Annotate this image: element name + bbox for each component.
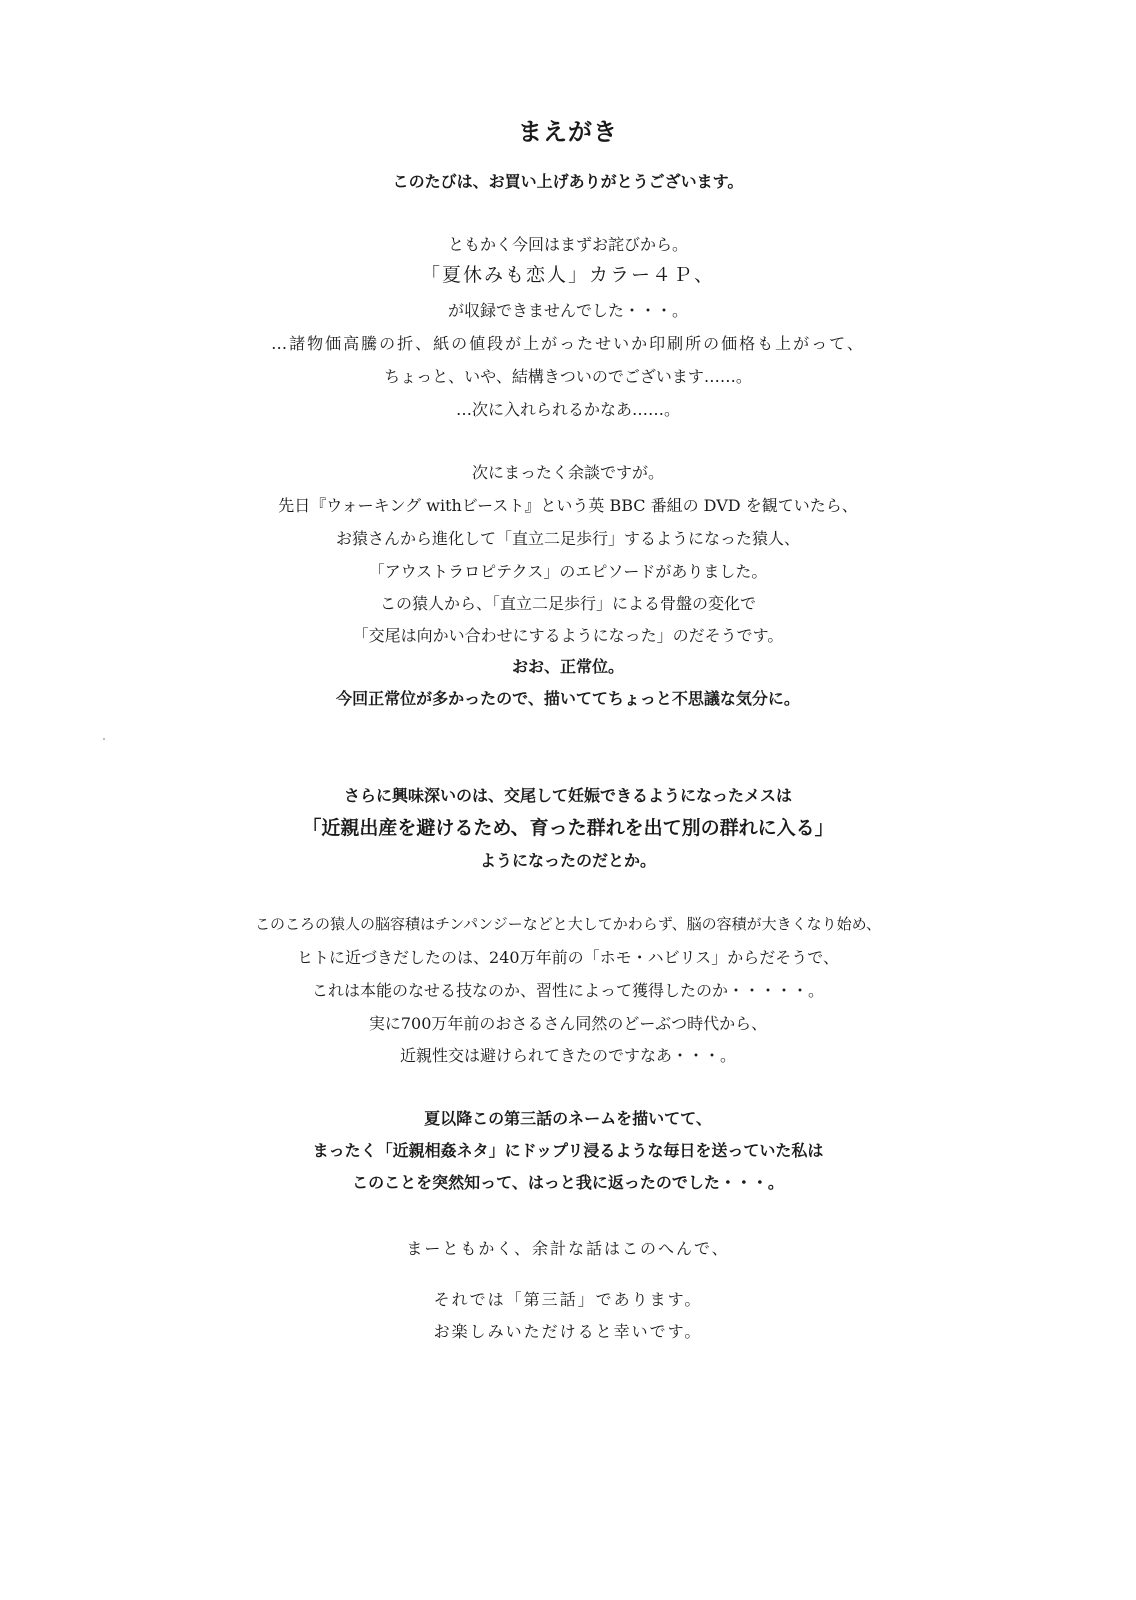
apology-line-5: ちょっと、いや、結構きついのでございます……。	[384, 367, 752, 386]
evolution-line-3: これは本能のなせる技なのか、習性によって獲得したのか・・・・・。	[311, 981, 824, 1000]
evolution-line-2: ヒトに近づきだしたのは、240万年前の「ホモ・ハビリス」からだそうで、	[297, 948, 839, 967]
digression-line-5: この猿人から、「直立二足歩行」による骨盤の変化で	[379, 594, 756, 613]
emphasis-2-line-3: ようになったのだとか。	[479, 851, 656, 870]
digression-line-2: 先日『ウォーキング withビースト』という英 BBC 番組の DVD を観ていたら、	[278, 496, 858, 515]
emphasis-2-line-1: さらに興味深いのは、交尾して妊娠できるようになったメスは	[343, 786, 792, 805]
apology-line-2: 「夏休みも恋人」カラー４Ｐ、	[420, 264, 715, 286]
digression-line-3: お猿さんから進化して「直立二足歩行」するようになった猿人、	[335, 529, 800, 548]
emphasis-2-line-2: 「近親出産を避けるため、育った群れを出て別の群れに入る」	[302, 817, 834, 839]
digression-line-4: 「アウストラロピテクス」のエピソードがありました。	[368, 562, 768, 581]
evolution-line-4: 実に700万年前のおさるさん同然のどーぶつ時代から、	[368, 1014, 768, 1033]
closing-line-2: それでは「第三話」であります。	[433, 1290, 703, 1309]
greeting-line: このたびは、お買い上げありがとうございます。	[392, 172, 744, 191]
apology-line-3: が収録できませんでした・・・。	[447, 301, 688, 320]
evolution-line-1: このころの猿人の脳容積はチンパンジーなどと大してかわらず、脳の容積が大きくなり始め、	[254, 915, 882, 933]
apology-line-1: ともかく今回はまずお詫びから。	[447, 235, 688, 254]
apology-line-6: …次に入れられるかなあ……。	[455, 400, 680, 419]
emphasis-3-line-1: 夏以降この第三話のネームを描いてて、	[424, 1109, 712, 1128]
apology-line-4: …諸物価高騰の折、紙の値段が上がったせいか印刷所の価格も上がって、	[271, 334, 865, 353]
scan-speck	[103, 738, 105, 740]
emphasis-3-line-2: まったく「近親相姦ネタ」にドップリ浸るような毎日を送っていた私は	[312, 1141, 824, 1160]
digression-line-6: 「交尾は向かい合わせにするようになった」のだそうです。	[352, 626, 784, 645]
emphasis-3-line-3: このことを突然知って、はっと我に返ったのでした・・・。	[352, 1173, 784, 1192]
emphasis-1-line-2: 今回正常位が多かったので、描いててちょっと不思議な気分に。	[336, 689, 800, 708]
page-title: まえがき	[518, 118, 618, 146]
digression-line-1: 次にまったく余談ですが。	[471, 463, 664, 482]
evolution-line-5: 近親性交は避けられてきたのですなあ・・・。	[399, 1046, 736, 1065]
closing-line-3: お楽しみいただけると幸いです。	[433, 1322, 703, 1341]
emphasis-1-line-1: おお、正常位。	[511, 657, 624, 676]
closing-line-1: まーともかく、余計な話はこのへんで、	[406, 1239, 730, 1258]
